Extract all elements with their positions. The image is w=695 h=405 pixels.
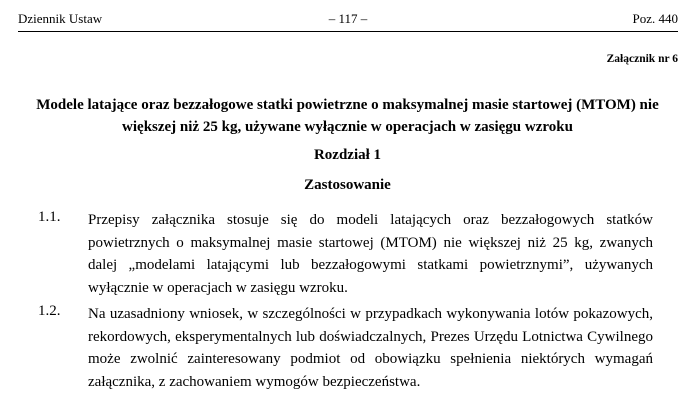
section-heading: Zastosowanie [304, 177, 391, 193]
page-number: – 117 – [328, 11, 368, 26]
header-divider [18, 31, 678, 32]
attachment-label: Załącznik nr 6 [606, 53, 678, 65]
document-title: Modele latające oraz bezzałogowe statki powietrzne o maksymalnej masie startowej (MTOM) nie większej niż 25 kg, używane wyłącznie w operacjach w zasięgu wzroku [36, 97, 659, 135]
position-number: Poz. 440 [632, 11, 678, 26]
page-header [18, 11, 678, 31]
chapter-heading: Rozdział 1 [313, 147, 382, 163]
item-text: Na uzasadniony wniosek, w szczególności w przypadkach wykonywania lotów pokazowych, rekordowych, eksperymentalnych lub doświadczalnych, Prezes Urzędu Lotnictwa Cywilnego może zwolnić zainteresowany podmiot od obowiązku spełnienia niektórych wymagań załącznika, z zachowaniem wymogów bezpieczeństwa. [88, 306, 653, 390]
item-number: 1.1. [38, 209, 61, 225]
item-text: Przepisy załącznika stosuje się do modeli latających oraz bezzałogowych statków powietrznych o maksymalnej masie startowej (MTOM) nie większej niż 25 kg, zwanych dalej „modelami latającymi lub bezzałogowymi statkami powietrznymi”, używanych wyłącznie w operacjach w zasięgu wzroku. [88, 212, 653, 296]
item-number: 1.2. [38, 303, 61, 319]
journal-name: Dziennik Ustaw [18, 11, 103, 26]
